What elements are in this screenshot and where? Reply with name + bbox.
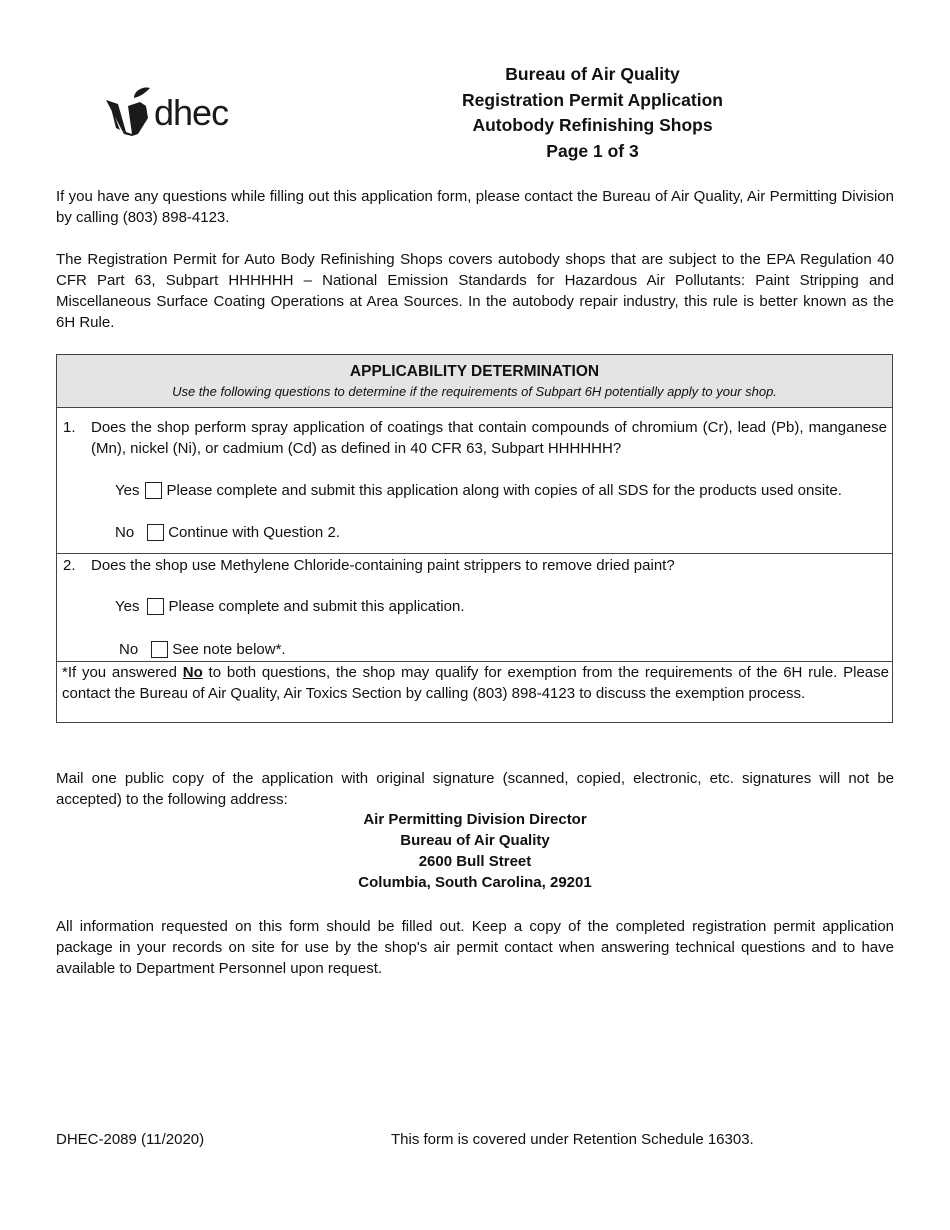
logo-text: dhec (154, 92, 229, 133)
question-2-no-label: No (119, 641, 139, 658)
question-1-no-label: No (115, 524, 135, 541)
note-suffix: to both questions, the shop may qualify for exemption from the requirements of the 6H rule. Please contact the Bureau of Air Quality, Air Toxics Section by calling (803) 898-4123 to discuss the exemption process. (62, 664, 889, 702)
dhec-logo (104, 82, 254, 142)
question-2-text: Does the shop use Methylene Chloride-containing paint strippers to remove dried paint? (91, 557, 675, 574)
question-1-text: Does the shop perform spray application of coatings that contain compounds of chromium (Cr), lead (Pb), manganese (Mn), nickel (Ni), or cadmium (Cd) as defined in 40 CFR 63, Subpart HHHHHH? (91, 419, 887, 457)
section-divider (57, 553, 892, 554)
question-2-number: 2. (63, 557, 76, 574)
question-2-yes-label: Yes (115, 598, 140, 615)
applicability-section (56, 354, 893, 723)
question-2-yes-option (115, 597, 465, 617)
title-line-application: Registration Permit Application (462, 89, 723, 110)
applicability-subheading: Use the following questions to determine if the requirements of Subpart 6H potentially apply to your shop. (172, 384, 777, 399)
exemption-note (62, 662, 889, 704)
question-1 (63, 417, 887, 459)
question-1-no-text: Continue with Question 2. (168, 524, 340, 541)
retention-notice: This form is covered under Retention Schedule 16303. (391, 1131, 754, 1148)
question-2-yes-text: Please complete and submit this application. (168, 598, 465, 615)
question-1-yes-checkbox[interactable] (145, 482, 162, 499)
applicability-header (57, 355, 892, 408)
mailing-address (56, 809, 894, 893)
note-prefix: *If you answered (62, 664, 183, 681)
mail-instructions: Mail one public copy of the application with original signature (scanned, copied, electronic, etc. signatures will not be accepted) to the following address: (56, 770, 894, 808)
intro-contact-paragraph: If you have any questions while filling out this application form, please contact the Bureau of Air Quality, Air Permitting Division by calling (803) 898-4123. (56, 188, 894, 226)
address-line-2: Bureau of Air Quality (400, 832, 550, 849)
question-2-no-checkbox[interactable] (151, 641, 168, 658)
document-title (400, 62, 785, 164)
closing-paragraph: All information requested on this form should be filled out. Keep a copy of the completed registration permit application package in your records on site for use by the shop's air permit contact when answering technical questions and to have available to Department Personnel upon request. (56, 918, 894, 977)
question-1-no-checkbox[interactable] (147, 524, 164, 541)
address-line-1: Air Permitting Division Director (363, 811, 587, 828)
question-1-yes-label: Yes (115, 482, 140, 499)
question-1-yes-option (115, 481, 842, 501)
form-id: DHEC-2089 (11/2020) (56, 1131, 205, 1148)
question-2-no-option (119, 640, 286, 660)
question-2-yes-checkbox[interactable] (147, 598, 164, 615)
note-emphasis: No (182, 664, 203, 681)
page-indicator: Page 1 of 3 (546, 140, 639, 161)
question-1-number: 1. (63, 419, 76, 436)
intro-regulation-paragraph: The Registration Permit for Auto Body Refinishing Shops covers autobody shops that are subject to the EPA Regulation 40 CFR Part 63, Subpart HHHHHH – National Emission Standards for Hazardous Air Pollutants: Paint Stripping and Miscellaneous Surface Coating Operations at Area Sources. In the autobody repair industry, this rule is better known as the 6H Rule. (56, 251, 894, 331)
address-line-4: Columbia, South Carolina, 29201 (358, 874, 592, 891)
title-line-bureau: Bureau of Air Quality (505, 64, 680, 84)
question-2-no-text: See note below*. (172, 641, 286, 658)
question-1-no-option (115, 523, 340, 543)
applicability-heading: APPLICABILITY DETERMINATION (349, 363, 600, 380)
question-2 (63, 555, 887, 576)
title-line-shops: Autobody Refinishing Shops (472, 115, 713, 135)
address-line-3: 2600 Bull Street (418, 853, 532, 870)
question-1-yes-text: Please complete and submit this application along with copies of all SDS for the products used onsite. (166, 482, 842, 499)
